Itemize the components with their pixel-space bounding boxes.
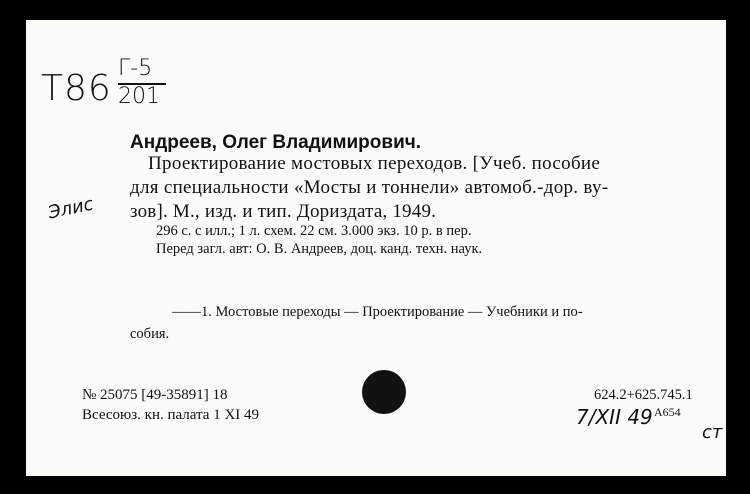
subject-heading-line-1: ——1. Мостовые переходы — Проектирование — Учебники и по-	[172, 304, 583, 320]
title-line-3: зов]. М., изд. и тип. Дориздата, 1949.	[130, 201, 437, 222]
author-heading: Андреев, Олег Владимирович.	[130, 132, 422, 153]
author-note: Перед загл. авт: О. В. Андреев, доц. канд. техн. наук.	[156, 241, 483, 257]
card-number: № 25075 [49-35891] 18	[82, 387, 228, 403]
handwritten-date: 7/XII 49	[576, 405, 653, 429]
title-line-2: для специальности «Мосты и тоннели» автомоб.-дор. ву-	[130, 177, 609, 198]
catalog-card	[26, 20, 726, 476]
cutter-code: А654	[654, 405, 681, 419]
shelf-mark: Т86	[41, 68, 112, 109]
udc-classification: 624.2+625.745.1	[594, 387, 693, 403]
ink-blot	[362, 370, 406, 414]
handwritten-mark: ст	[702, 422, 723, 443]
handwritten-note: Элис	[46, 193, 96, 224]
shelf-fraction-top: Г-5	[118, 56, 153, 81]
book-chamber-line: Всесоюз. кн. палата 1 XI 49	[82, 407, 260, 423]
title-line-1: Проектирование мостовых переходов. [Учеб. пособие	[148, 153, 601, 174]
subject-heading-line-2: собия.	[130, 326, 170, 342]
shelf-fraction-bottom: 201	[118, 84, 160, 109]
physical-description: 296 с. с илл.; 1 л. схем. 22 см. 3.000 экз. 10 р. в пер.	[156, 223, 472, 239]
